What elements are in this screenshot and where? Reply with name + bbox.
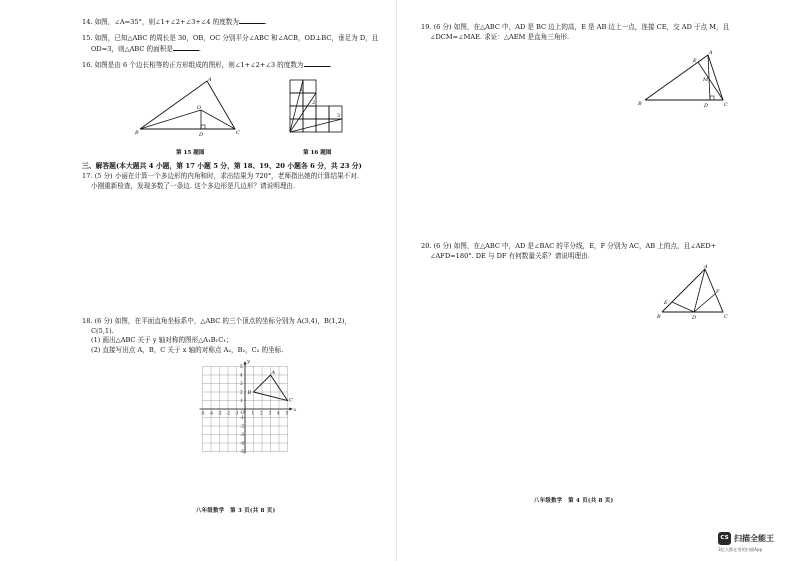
q18-line4: (2) 直接写出点 A，B，C 关于 x 轴的对称点 A₂，B₂，C₂ 的坐标.	[91, 345, 284, 354]
figure-16	[285, 77, 355, 135]
f20-label-B: B	[657, 314, 661, 320]
f19-label-A: A	[709, 50, 713, 56]
section-3-heading: 三、解答题(本大题共 4 小题，第 17 小题 5 分，第 18、19、20 小题各 6 分，共 23 分)	[82, 162, 362, 170]
question-15: 15. 如图，已知△ABC 的周长是 30，OB，OC 分别平分∠ABC 和∠ACB，OD⊥BC，垂足为 D，且 OD=3，则△ABC 的面积是 .	[82, 34, 379, 53]
q20-line2: ∠AFD=180°. DE 与 DF 有何数量关系？请说明理由.	[430, 251, 590, 260]
f20-label-E: E	[664, 300, 668, 306]
y-tick-label: -1	[240, 415, 245, 420]
scanner-watermark	[718, 530, 794, 561]
f16-angle-2: 2	[312, 100, 316, 106]
question-14: 14. 如图，∠A=35°，则∠1+∠2+∠3+∠4 的度数为 .	[82, 18, 268, 26]
f14-label-O: O	[197, 105, 202, 111]
f20-label-C: C	[724, 314, 728, 320]
q19-line1: 19. (6 分) 如图，在△ABC 中，AD 是 BC 边上的高，E 是 AB 边上一点，连接 CE，交 AD 于点 M，且	[421, 23, 730, 31]
question-20	[421, 242, 716, 261]
q18-line3: (1) 画出△ABC 关于 y 轴对称的图形△A₁B₁C₁；	[91, 336, 233, 344]
q16-text: 16. 如图是由 6 个边长相等的正方形组成的图形，则∠1+∠2+∠3 的度数为	[82, 61, 304, 69]
y-tick-label: -3	[240, 432, 245, 437]
figure-18-coordinate-grid	[190, 358, 300, 461]
q15-line2: OD=3，则△ABC 的面积是	[91, 44, 173, 53]
x-tick-label: 3	[268, 410, 272, 416]
scanner-tagline: 3亿人都在用的扫描App	[718, 547, 763, 552]
f19-label-E: E	[693, 58, 697, 64]
f14-label-A: A	[208, 77, 212, 83]
f19-label-C: C	[724, 102, 728, 108]
question-18	[82, 317, 351, 355]
f18-label-C: C	[289, 397, 293, 404]
scanner-logo-icon: CS	[718, 532, 731, 545]
x-tick-label: -2	[226, 410, 231, 416]
f18-label-B: B	[247, 390, 252, 396]
y-tick-label: 1	[240, 398, 243, 403]
scanner-brand: 扫描全能王	[734, 534, 774, 543]
figure-20	[657, 264, 732, 320]
q14-answer-blank[interactable]	[239, 17, 265, 24]
q18-line2: C(5,1).	[91, 326, 114, 335]
figure-16-caption: 第 16 题图	[303, 150, 332, 156]
f18-label-A: A	[271, 370, 276, 376]
f19-label-M: M	[703, 77, 709, 83]
figure-15	[135, 76, 245, 136]
f19-label-B: B	[638, 101, 642, 107]
x-tick-label: 1	[251, 410, 255, 416]
y-tick-label: 2	[240, 389, 243, 395]
f20-label-F: F	[716, 289, 720, 295]
question-19	[421, 23, 729, 42]
f20-label-D: D	[692, 315, 697, 321]
q16-answer-blank[interactable]	[304, 60, 330, 67]
y-tick-label: -5	[240, 449, 245, 454]
f19-label-D: D	[704, 103, 709, 109]
y-tick-label: 5	[240, 364, 243, 369]
q15-line1: 15. 如图，已知△ABC 的周长是 30，OB，OC 分别平分∠ABC 和∠ACB，OD⊥BC，垂足为 D，且	[82, 34, 379, 42]
y-tick-label: -4	[240, 440, 245, 446]
f16-angle-1: 1	[300, 87, 304, 93]
x-tick-label: -1	[234, 410, 239, 416]
y-tick-label: 4	[240, 372, 243, 378]
x-tick-label: 2	[260, 410, 263, 416]
figure-15-caption: 第 15 题图	[176, 150, 205, 156]
x-tick-label: -4	[209, 410, 214, 416]
f14-label-D: D	[199, 132, 204, 138]
x-axis-arrow-icon	[290, 408, 293, 411]
figure-19	[637, 50, 733, 110]
x-tick-label: 4	[277, 410, 280, 416]
q15-answer-blank[interactable]	[173, 44, 199, 51]
f14-label-C: C	[236, 130, 240, 136]
q18-line1: 18. (6 分) 如图，在平面直角坐标系中，△ABC 的三个顶点的坐标分别为 A(3,4)，B(1,2)，	[82, 317, 352, 325]
question-16: 16. 如图是由 6 个边长相等的正方形组成的图形，则∠1+∠2+∠3 的度数为 .	[82, 61, 332, 69]
question-17	[82, 172, 359, 191]
left-page-footer: 八年级数学 第 3 页(共 8 页)	[196, 508, 276, 514]
f18-label-x: x	[293, 407, 297, 413]
right-page	[397, 0, 794, 561]
q17-line2: 小刚重新检查，发现多数了一条边. 这个多边形是几边形？请说明理由.	[91, 181, 296, 190]
q19-line2: ∠DCM=∠MAE. 求证：△AEM 是直角三角形.	[430, 32, 570, 41]
q17-line1: 17. (5 分) 小丽在计算一个多边形的内角和时，求出结果为 720°，老师指出她的计算结果不对.	[82, 172, 359, 180]
f16-angle-3: 3	[337, 113, 341, 119]
q14-text: 14. 如图，∠A=35°，则∠1+∠2+∠3+∠4 的度数为	[82, 18, 239, 26]
y-tick-label: 3	[240, 381, 243, 386]
f14-label-B: B	[135, 130, 139, 136]
right-page-footer: 八年级数学 第 4 页(共 8 页)	[534, 498, 614, 504]
y-tick-label: -2	[240, 423, 245, 429]
f18-label-y: y	[247, 358, 250, 365]
q20-line1: 20. (6 分) 如图，在△ABC 中，AD 是∠BAC 的平分线，E，F 分别为 AC，AB 上的点，且∠AED+	[421, 242, 717, 250]
x-tick-label: 5	[285, 410, 289, 416]
x-tick-label: -3	[217, 410, 222, 416]
f18-label-O: O	[240, 410, 245, 416]
f20-label-A: A	[704, 264, 708, 270]
x-tick-label: -5	[200, 410, 205, 416]
